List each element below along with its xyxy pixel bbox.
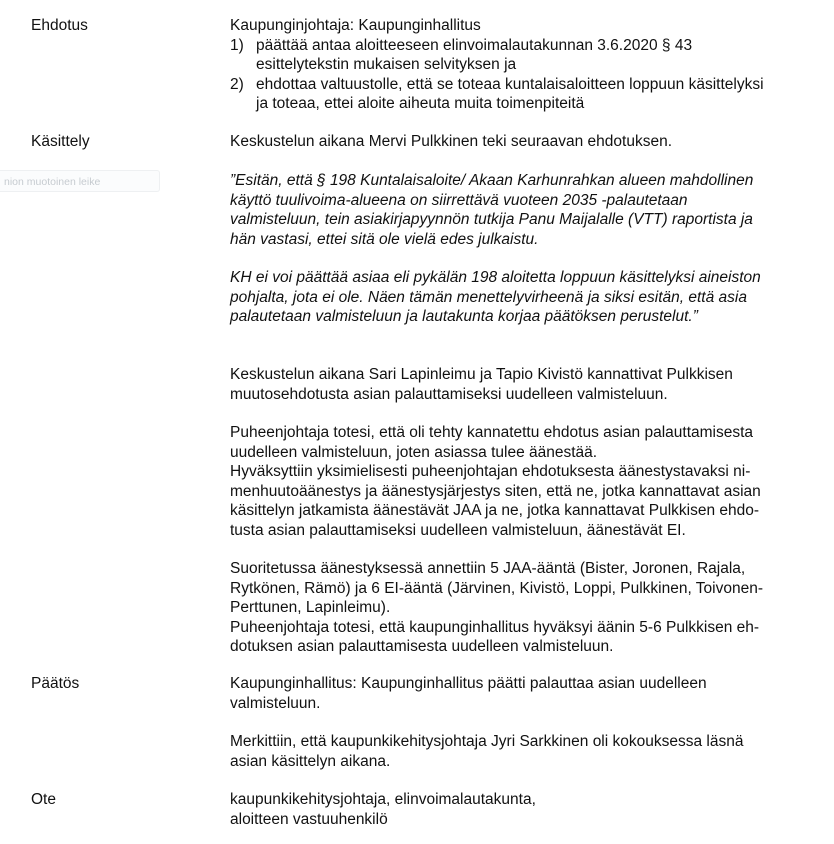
proposal-item-number: 1) xyxy=(230,36,244,54)
snip-tooltip: nion muotoinen leike xyxy=(0,170,160,192)
decision-line: Kaupunginhallitus: Kaupunginhallitus päätti palauttaa asian uudelleen xyxy=(230,675,707,692)
decision-paragraph xyxy=(230,674,820,713)
vote-line: Perttunen, Lapinleimu). xyxy=(230,599,391,616)
note-line: asian käsittelyn aikana. xyxy=(230,752,391,770)
quote-line: hän vastasi, ettei sitä ole vielä edes julkaistu. xyxy=(230,230,539,248)
recipients-line: kaupunkikehitysjohtaja, elinvoimalautakunta, xyxy=(230,791,536,808)
decision-line: valmisteluun. xyxy=(230,694,321,712)
section-label-ote: Ote xyxy=(31,791,56,808)
proposal-item-line: ehdottaa valtuustolle, että se toteaa kuntalaisaloitteen loppuun käsittelyksi xyxy=(256,75,764,93)
vote-paragraph xyxy=(230,559,820,657)
chair-line: menhuutoäänestys ja äänestysjärjestys siten, että ne, jotka kannattavat asian xyxy=(230,482,761,500)
proposal-item-number: 2) xyxy=(230,75,244,93)
quote-paragraph-2 xyxy=(230,268,820,327)
support-paragraph xyxy=(230,365,820,404)
chair-line: käsittelyn jatkamista äänestävät JAA ja ne, jotka kannattavat Pulkkisen ehdo- xyxy=(230,502,760,519)
quote-line: käyttö tuulivoima-alueena on siirrettävä vuoteen 2035 -palautetaan xyxy=(230,191,688,209)
chair-paragraph xyxy=(230,423,820,540)
vote-line: Suoritetussa äänestyksessä annettiin 5 JAA-ääntä (Bister, Joronen, Rajala, xyxy=(230,560,746,577)
section-label-ehdotus: Ehdotus xyxy=(31,17,88,34)
vote-line: Puheenjohtaja totesi, että kaupunginhallitus hyväksyi äänin 5-6 Pulkkisen eh- xyxy=(230,618,760,636)
chair-line: uudelleen valmisteluun, joten asiassa tulee äänestää. xyxy=(230,443,598,461)
section-label-kasittely: Käsittely xyxy=(31,133,90,150)
proposal-item xyxy=(230,36,820,75)
recipients-paragraph xyxy=(230,790,820,829)
proposal-item-line: ja toteaa, ettei aloite aiheuta muita toimenpiteitä xyxy=(256,95,585,112)
chair-line: tusta asian palauttamiseksi uudelleen valmisteluun, äänestävät EI. xyxy=(230,521,686,539)
support-line: Keskustelun aikana Sari Lapinleimu ja Tapio Kivistö kannattivat Pulkkisen xyxy=(230,366,733,383)
quote-paragraph-1 xyxy=(230,171,820,249)
quote-line: ”Esitän, että § 198 Kuntalaisaloite/ Akaan Karhunrahkan alueen mahdollinen xyxy=(230,172,754,189)
support-line: muutosehdotusta asian palauttamiseksi uudelleen valmisteluun. xyxy=(230,385,668,403)
chair-line: Hyväksyttiin yksimielisesti puheenjohtajan ehdotuksesta äänestystavaksi ni- xyxy=(230,463,751,480)
discussion-intro xyxy=(230,132,820,152)
section-label-paatos: Päätös xyxy=(31,675,80,692)
note-paragraph xyxy=(230,732,820,771)
quote-line: KH ei voi päättää asiaa eli pykälän 198 aloitetta loppuun käsittelyksi aineiston xyxy=(230,269,761,286)
proposal-item xyxy=(230,75,820,114)
quote-line: valmisteluun, tein asiakirjapyynnön tutkija Panu Maijalalle (VTT) raportista ja xyxy=(230,211,753,228)
quote-line: pohjalta, jota ei ole. Näen tämän menettelyvirheenä ja siksi esitän, että asia xyxy=(230,288,747,306)
quote-line: palautetaan valmisteluun ja lautakunta korjaa päätöksen perustelut.” xyxy=(230,308,698,325)
proposal-list xyxy=(230,36,820,114)
vote-line: dotuksen asian palauttamisesta uudelleen valmisteluun. xyxy=(230,638,614,655)
chair-line: Puheenjohtaja totesi, että oli tehty kannatettu ehdotus asian palauttamisesta xyxy=(230,424,754,441)
note-line: Merkittiin, että kaupunkikehitysjohtaja Jyri Sarkkinen oli kokouksessa läsnä xyxy=(230,733,744,750)
proposal-heading-text: Kaupunginjohtaja: Kaupunginhallitus xyxy=(230,17,481,34)
proposal-item-line: päättää antaa aloitteeseen elinvoimalautakunnan 3.6.2020 § 43 xyxy=(256,36,693,54)
proposal-item-line: esittelytekstin mukaisen selvityksen ja xyxy=(256,56,517,73)
discussion-intro-text: Keskustelun aikana Mervi Pulkkinen teki seuraavan ehdotuksen. xyxy=(230,133,673,150)
recipients-line: aloitteen vastuuhenkilö xyxy=(230,810,388,828)
proposal-heading xyxy=(230,16,820,36)
vote-line: Rytkönen, Rämö) ja 6 EI-ääntä (Järvinen, Kivistö, Loppi, Pulkkinen, Toivonen- xyxy=(230,579,764,597)
